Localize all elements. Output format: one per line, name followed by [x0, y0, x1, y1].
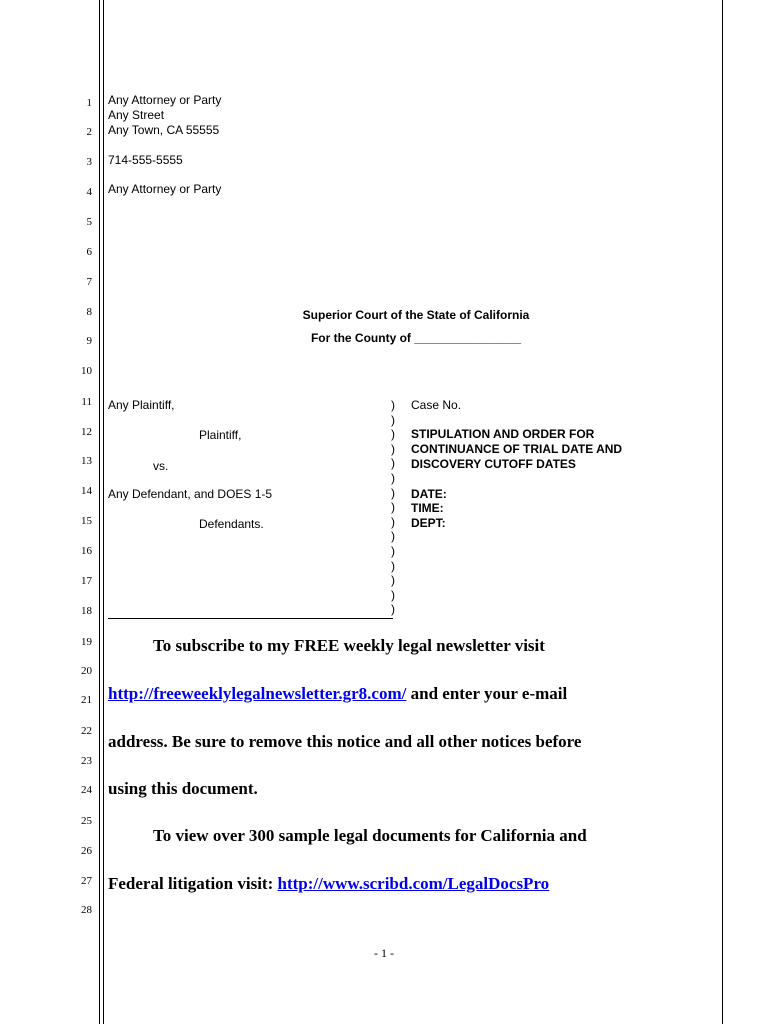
line-number: 11 [81, 396, 92, 408]
line-number: 23 [81, 755, 92, 767]
hearing-date-label: DATE: [411, 487, 447, 501]
attorney-phone: 714-555-5555 [108, 153, 183, 167]
attorney-name: Any Attorney or Party [108, 93, 222, 107]
document-title-line-1: STIPULATION AND ORDER FOR [411, 427, 595, 441]
line-number: 16 [81, 545, 92, 557]
line-number: 26 [81, 845, 92, 857]
line-number: 2 [86, 126, 92, 138]
notice-line-3: address. Be sure to remove this notice and all other notices before [108, 732, 582, 751]
line-number: 28 [81, 904, 92, 916]
left-margin-rule-outer [99, 0, 100, 1024]
line-number: 4 [86, 186, 92, 198]
line-number: 7 [86, 276, 92, 288]
line-number: 1 [86, 97, 92, 109]
line-number: 6 [86, 246, 92, 258]
document-title-line-2: CONTINUANCE OF TRIAL DATE AND [411, 442, 623, 456]
attorney-city: Any Town, CA 55555 [108, 123, 220, 137]
versus: vs. [153, 459, 169, 473]
line-number: 17 [81, 575, 92, 587]
notice-line-5: To view over 300 sample legal documents for California and [153, 826, 587, 845]
attorney-street: Any Street [108, 108, 165, 122]
left-margin-rule-inner [103, 0, 104, 1024]
hearing-dept-label: DEPT: [411, 516, 446, 530]
notice-line-1: To subscribe to my FREE weekly legal newsletter visit [153, 636, 545, 655]
document-title-line-3: DISCOVERY CUTOFF DATES [411, 457, 576, 471]
defendant-label: Defendants. [199, 517, 264, 531]
caption-parentheses: ) ) ) ) ) ) ) ) ) ) ) ) ) ) ) [391, 398, 395, 617]
line-number: 20 [81, 665, 92, 677]
court-name: Superior Court of the State of California [302, 308, 530, 322]
scribd-link[interactable]: http://www.scribd.com/LegalDocsPro [277, 874, 550, 893]
defendant-name: Any Defendant, and DOES 1-5 [108, 487, 273, 501]
newsletter-link[interactable]: http://freeweeklylegalnewsletter.gr8.com/ [108, 684, 407, 703]
line-number: 19 [81, 636, 92, 648]
line-number: 9 [86, 335, 92, 347]
caption-underline [108, 618, 393, 619]
line-number: 22 [81, 725, 92, 737]
plaintiff-label: Plaintiff, [199, 428, 242, 442]
notice-line-4: using this document. [108, 779, 258, 798]
line-number: 14 [81, 485, 92, 497]
hearing-time-label: TIME: [411, 501, 444, 515]
page-number: - 1 - [374, 946, 394, 960]
line-number: 3 [86, 156, 92, 168]
line-number: 13 [81, 455, 92, 467]
line-number: 18 [81, 605, 92, 617]
line-number: 27 [81, 875, 92, 887]
plaintiff-name: Any Plaintiff, [108, 398, 175, 412]
line-number: 15 [81, 515, 92, 527]
line-number: 5 [86, 216, 92, 228]
court-county: For the County of ________________ [310, 331, 522, 345]
attorney-for: Any Attorney or Party [108, 182, 222, 196]
notice-line-6 [108, 874, 549, 894]
right-margin-rule [722, 0, 723, 1024]
line-number: 25 [81, 815, 92, 827]
case-number-label: Case No. [411, 398, 462, 412]
line-number: 12 [81, 426, 92, 438]
notice-line-2-rest: and enter your e-mail [406, 684, 568, 703]
line-number: 8 [86, 306, 92, 318]
line-number: 21 [81, 694, 92, 706]
notice-line-2 [108, 684, 567, 704]
line-number: 10 [81, 365, 92, 377]
notice-line-6-start: Federal litigation visit: [108, 874, 278, 893]
line-number: 24 [81, 784, 92, 796]
